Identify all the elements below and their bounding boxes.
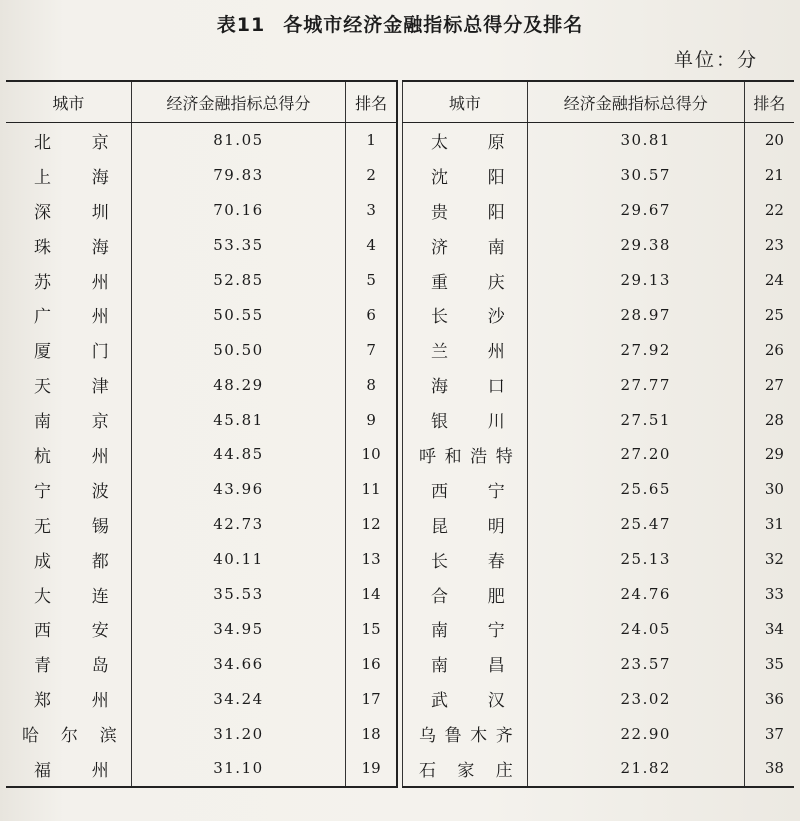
score-cell: 30.81 <box>527 123 744 158</box>
city-cell <box>403 228 528 263</box>
score-cell: 34.24 <box>131 681 346 716</box>
city-name: 西安 <box>34 621 109 642</box>
city-cell <box>403 123 528 158</box>
city-cell <box>6 402 131 437</box>
city-name: 贵阳 <box>431 202 505 223</box>
table-row <box>403 507 795 542</box>
table-row <box>403 646 795 681</box>
table-row <box>403 193 795 228</box>
city-cell <box>6 542 131 577</box>
table-row <box>403 297 795 332</box>
score-cell: 24.05 <box>527 611 744 646</box>
table-row <box>403 577 795 612</box>
score-cell: 23.57 <box>527 646 744 681</box>
rank-cell: 7 <box>346 332 397 367</box>
rank-cell: 1 <box>346 123 397 158</box>
table-row <box>6 542 397 577</box>
city-name: 银川 <box>431 412 505 433</box>
rank-cell: 17 <box>346 681 397 716</box>
table-row <box>6 507 397 542</box>
rank-cell: 11 <box>346 472 397 507</box>
city-cell <box>6 751 131 787</box>
rank-cell: 24 <box>744 263 794 298</box>
city-cell <box>6 332 131 367</box>
table-row <box>6 367 397 402</box>
score-cell: 40.11 <box>131 542 346 577</box>
table-row <box>403 228 795 263</box>
city-cell <box>6 611 131 646</box>
score-cell: 25.47 <box>527 507 744 542</box>
rank-cell: 31 <box>744 507 794 542</box>
city-name: 珠海 <box>34 237 109 258</box>
table-row <box>6 437 397 472</box>
city-cell <box>6 646 131 681</box>
score-cell: 21.82 <box>527 751 744 787</box>
table-row <box>403 437 795 472</box>
city-cell <box>403 507 528 542</box>
table-row <box>403 402 795 437</box>
header-city: 城市 <box>403 81 528 123</box>
city-name: 天津 <box>34 377 109 398</box>
table-row <box>6 681 397 716</box>
table-row <box>6 332 397 367</box>
rank-cell: 25 <box>744 297 794 332</box>
rank-cell: 15 <box>346 611 397 646</box>
table-row <box>6 402 397 437</box>
left-table-body <box>6 123 397 787</box>
city-cell <box>6 228 131 263</box>
city-name: 厦门 <box>34 342 109 363</box>
city-cell <box>403 402 528 437</box>
city-name: 上海 <box>34 167 109 188</box>
city-cell <box>403 716 528 751</box>
rank-cell: 3 <box>346 193 397 228</box>
table-row <box>6 716 397 751</box>
score-cell: 27.92 <box>527 332 744 367</box>
score-cell: 31.20 <box>131 716 346 751</box>
city-cell <box>6 367 131 402</box>
city-name: 福州 <box>34 760 109 781</box>
table-row <box>6 228 397 263</box>
score-cell: 34.66 <box>131 646 346 681</box>
city-name: 乌鲁木齐 <box>419 726 513 747</box>
rank-cell: 21 <box>744 158 794 193</box>
table-title-text: 各城市经济金融指标总得分及排名 <box>283 14 584 36</box>
score-cell: 29.38 <box>527 228 744 263</box>
city-cell <box>403 367 528 402</box>
city-name: 无锡 <box>34 516 109 537</box>
rank-cell: 14 <box>346 577 397 612</box>
score-cell: 30.57 <box>527 158 744 193</box>
city-cell <box>6 507 131 542</box>
table-row <box>6 158 397 193</box>
city-name: 南宁 <box>431 621 505 642</box>
rank-cell: 22 <box>744 193 794 228</box>
city-name: 长沙 <box>431 307 505 328</box>
rank-cell: 34 <box>744 611 794 646</box>
score-cell: 50.50 <box>131 332 346 367</box>
city-cell <box>403 542 528 577</box>
city-cell <box>6 577 131 612</box>
city-name: 昆明 <box>431 516 505 537</box>
score-cell: 34.95 <box>131 611 346 646</box>
city-cell <box>6 716 131 751</box>
city-name: 广州 <box>34 307 109 328</box>
score-cell: 48.29 <box>131 367 346 402</box>
city-cell <box>6 297 131 332</box>
city-name: 宁波 <box>34 481 109 502</box>
score-cell: 53.35 <box>131 228 346 263</box>
city-cell <box>6 193 131 228</box>
score-cell: 29.67 <box>527 193 744 228</box>
rank-cell: 5 <box>346 263 397 298</box>
score-cell: 79.83 <box>131 158 346 193</box>
city-name: 南京 <box>34 412 109 433</box>
score-cell: 45.81 <box>131 402 346 437</box>
city-cell <box>403 681 528 716</box>
score-cell: 24.76 <box>527 577 744 612</box>
table-row <box>6 646 397 681</box>
rank-cell: 30 <box>744 472 794 507</box>
rank-cell: 26 <box>744 332 794 367</box>
city-name: 石家庄 <box>419 760 513 781</box>
rank-cell: 28 <box>744 402 794 437</box>
score-cell: 27.77 <box>527 367 744 402</box>
score-cell: 27.51 <box>527 402 744 437</box>
score-cell: 42.73 <box>131 507 346 542</box>
city-name: 长春 <box>431 551 505 572</box>
city-name: 南昌 <box>431 656 505 677</box>
city-cell <box>403 577 528 612</box>
city-cell <box>403 158 528 193</box>
table-row <box>403 332 795 367</box>
score-cell: 27.20 <box>527 437 744 472</box>
rank-cell: 27 <box>744 367 794 402</box>
table-row <box>6 263 397 298</box>
city-name: 武汉 <box>431 691 505 712</box>
rank-cell: 37 <box>744 716 794 751</box>
score-cell: 22.90 <box>527 716 744 751</box>
rank-cell: 4 <box>346 228 397 263</box>
score-cell: 25.65 <box>527 472 744 507</box>
table-row <box>6 472 397 507</box>
city-name: 呼和浩特 <box>419 446 513 467</box>
table-row <box>403 542 795 577</box>
city-cell <box>403 193 528 228</box>
table-row <box>403 751 795 787</box>
city-cell <box>6 158 131 193</box>
score-cell: 35.53 <box>131 577 346 612</box>
rank-cell: 35 <box>744 646 794 681</box>
score-cell: 23.02 <box>527 681 744 716</box>
city-name: 深圳 <box>34 202 109 223</box>
table-row <box>403 367 795 402</box>
score-cell: 52.85 <box>131 263 346 298</box>
city-name: 海口 <box>431 377 505 398</box>
rank-cell: 36 <box>744 681 794 716</box>
header-rank: 排名 <box>744 81 794 123</box>
rank-cell: 12 <box>346 507 397 542</box>
table-row <box>403 681 795 716</box>
table-row <box>403 611 795 646</box>
city-cell <box>403 263 528 298</box>
city-name: 郑州 <box>34 691 109 712</box>
city-cell <box>403 437 528 472</box>
rank-cell: 20 <box>744 123 794 158</box>
rank-cell: 29 <box>744 437 794 472</box>
city-cell <box>403 611 528 646</box>
city-name: 兰州 <box>431 342 505 363</box>
table-row <box>403 263 795 298</box>
table-title <box>0 10 800 37</box>
header-score: 经济金融指标总得分 <box>527 81 744 123</box>
city-cell <box>6 123 131 158</box>
city-cell <box>403 297 528 332</box>
ranking-table-left <box>6 80 398 788</box>
score-cell: 29.13 <box>527 263 744 298</box>
rank-cell: 18 <box>346 716 397 751</box>
score-cell: 25.13 <box>527 542 744 577</box>
right-table-body <box>403 123 795 787</box>
city-name: 西宁 <box>431 481 505 502</box>
city-name: 大连 <box>34 586 109 607</box>
city-cell <box>403 751 528 787</box>
city-name: 北京 <box>34 132 109 153</box>
table-row <box>403 472 795 507</box>
score-cell: 50.55 <box>131 297 346 332</box>
city-name: 济南 <box>431 237 505 258</box>
rank-cell: 8 <box>346 367 397 402</box>
table-row <box>6 611 397 646</box>
city-cell <box>6 437 131 472</box>
header-city: 城市 <box>6 81 131 123</box>
rank-cell: 33 <box>744 577 794 612</box>
header-rank: 排名 <box>346 81 397 123</box>
score-cell: 43.96 <box>131 472 346 507</box>
table-row <box>6 297 397 332</box>
table-row <box>6 123 397 158</box>
rank-cell: 9 <box>346 402 397 437</box>
header-score: 经济金融指标总得分 <box>131 81 346 123</box>
ranking-table-right <box>402 80 794 788</box>
score-cell: 81.05 <box>131 123 346 158</box>
city-name: 重庆 <box>431 272 505 293</box>
rank-cell: 2 <box>346 158 397 193</box>
rank-cell: 32 <box>744 542 794 577</box>
rank-cell: 13 <box>346 542 397 577</box>
city-name: 苏州 <box>34 272 109 293</box>
city-name: 青岛 <box>34 656 109 677</box>
table-row <box>6 577 397 612</box>
city-cell <box>403 472 528 507</box>
unit-label: 单位：分 <box>673 49 758 71</box>
score-cell: 28.97 <box>527 297 744 332</box>
table-row <box>403 158 795 193</box>
rank-cell: 6 <box>346 297 397 332</box>
table-row <box>6 193 397 228</box>
city-name: 太原 <box>431 132 505 153</box>
city-name: 合肥 <box>431 586 505 607</box>
score-cell: 44.85 <box>131 437 346 472</box>
rank-cell: 16 <box>346 646 397 681</box>
table-row <box>403 716 795 751</box>
score-cell: 31.10 <box>131 751 346 787</box>
city-cell <box>6 472 131 507</box>
city-cell <box>6 681 131 716</box>
rank-cell: 38 <box>744 751 794 787</box>
rank-cell: 10 <box>346 437 397 472</box>
score-cell: 70.16 <box>131 193 346 228</box>
rank-cell: 19 <box>346 751 397 787</box>
city-name: 沈阳 <box>431 167 505 188</box>
table-row <box>6 751 397 787</box>
city-name: 杭州 <box>34 446 109 467</box>
city-cell <box>403 646 528 681</box>
city-cell <box>6 263 131 298</box>
table-number: 表11 <box>216 14 266 36</box>
city-cell <box>403 332 528 367</box>
city-name: 成都 <box>34 551 109 572</box>
rank-cell: 23 <box>744 228 794 263</box>
city-name: 哈尔滨 <box>22 726 117 747</box>
table-row <box>403 123 795 158</box>
